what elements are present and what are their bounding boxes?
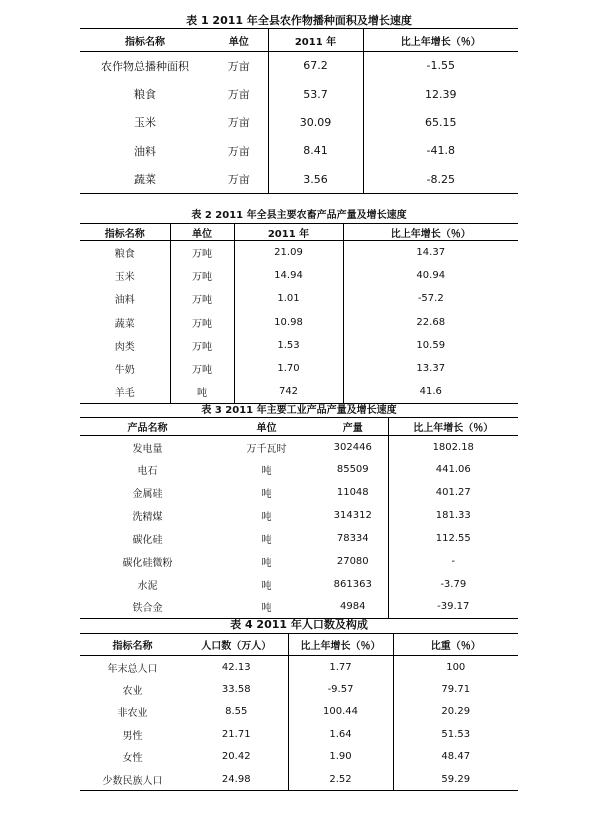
table-cell: 40.94 bbox=[416, 269, 446, 281]
table-cell: 1.64 bbox=[288, 723, 393, 746]
table-cell: -9.57 bbox=[288, 678, 393, 701]
table-cell: 吨 bbox=[261, 535, 272, 546]
table-cell: 20.42 bbox=[185, 746, 288, 769]
table-title: 表 2 2011 年全县主要农畜产品产量及增长速度 bbox=[191, 210, 407, 221]
table-header-row bbox=[80, 29, 518, 52]
table-header-row bbox=[80, 634, 518, 656]
table-row bbox=[80, 550, 518, 573]
column-header: 单位 bbox=[170, 224, 234, 241]
table-cell: 8.41 bbox=[268, 137, 363, 165]
table-cell: 1.70 bbox=[234, 357, 343, 380]
table-title: 表 4 2011 年人口数及构成 bbox=[230, 618, 368, 631]
column-header: 产量 bbox=[318, 418, 388, 436]
table-row bbox=[80, 458, 518, 481]
table-4 bbox=[80, 616, 518, 791]
column-header: 人口数（万人） bbox=[185, 634, 288, 656]
table-cell: 314312 bbox=[318, 504, 388, 527]
table-row bbox=[80, 436, 518, 459]
table-row bbox=[80, 165, 518, 193]
table-row bbox=[80, 241, 518, 264]
table-cell: 742 bbox=[234, 380, 343, 403]
table-cell: 吨 bbox=[261, 580, 272, 592]
table-cell: 13.37 bbox=[416, 363, 446, 375]
column-header: 2011 年 bbox=[268, 29, 363, 52]
table-row bbox=[80, 768, 518, 791]
table-cell: 53.7 bbox=[268, 80, 363, 108]
table-cell: 女性 bbox=[122, 753, 143, 765]
table-cell: 3.56 bbox=[268, 165, 363, 193]
table-cell: 33.58 bbox=[185, 678, 288, 701]
table-cell: 水泥 bbox=[137, 580, 158, 592]
table-cell: 油料 bbox=[80, 287, 170, 310]
table-cell: 1.90 bbox=[288, 746, 393, 769]
table-cell: -39.17 bbox=[437, 601, 470, 613]
column-header: 指标名称 bbox=[112, 641, 153, 652]
column-header: 比重（％） bbox=[430, 641, 481, 652]
table-cell: 181.33 bbox=[435, 510, 471, 522]
table-cell: 65.15 bbox=[425, 115, 457, 129]
table-cell: 2.52 bbox=[288, 768, 393, 791]
table-cell: -41.8 bbox=[426, 144, 455, 158]
table-row bbox=[80, 80, 518, 108]
table-cell: 男性 bbox=[122, 730, 143, 742]
column-header: 比上年增长（％） bbox=[288, 634, 393, 656]
table-cell: 玉米 bbox=[134, 116, 156, 130]
table-cell: 肉类 bbox=[80, 334, 170, 357]
table-cell: 铁合金 bbox=[132, 603, 163, 615]
table-cell: 59.29 bbox=[441, 773, 471, 785]
table-cell: 玉米 bbox=[80, 264, 170, 287]
table-cell: 粮食 bbox=[134, 88, 156, 102]
table-cell: 万吨 bbox=[170, 287, 234, 310]
table-row bbox=[80, 108, 518, 136]
column-header: 产品名称 bbox=[127, 423, 168, 434]
table-cell: 吨 bbox=[261, 466, 272, 478]
table-cell: 1802.18 bbox=[432, 441, 474, 453]
table-cell: 农作物总播种面积 bbox=[101, 59, 189, 73]
table-title: 表 3 2011 年主要工业产品产量及增长速度 bbox=[201, 405, 397, 416]
table-row bbox=[80, 287, 518, 310]
table-2 bbox=[80, 209, 518, 404]
table-cell: 吨 bbox=[261, 557, 272, 569]
table-row bbox=[80, 481, 518, 504]
table-cell: 吨 bbox=[261, 603, 272, 615]
table-cell: 14.37 bbox=[416, 246, 446, 258]
table-cell: 金属硅 bbox=[132, 489, 163, 501]
table-cell: 42.13 bbox=[185, 656, 288, 679]
column-header: 指标名称 bbox=[125, 36, 165, 48]
table-cell: 羊毛 bbox=[80, 380, 170, 403]
table-header-row bbox=[80, 418, 518, 436]
table-cell: 蔬菜 bbox=[134, 173, 156, 186]
table-cell: 发电量 bbox=[132, 443, 163, 455]
table-cell: 万亩 bbox=[210, 137, 268, 165]
table-row bbox=[80, 723, 518, 746]
table-row bbox=[80, 746, 518, 769]
table-cell: 万吨 bbox=[170, 241, 234, 264]
table-row bbox=[80, 380, 518, 403]
column-header: 比上年增长（％） bbox=[390, 228, 471, 240]
table-cell: 万亩 bbox=[210, 165, 268, 193]
table-cell: 302446 bbox=[318, 436, 388, 459]
table-cell: 20.29 bbox=[441, 706, 471, 718]
column-header: 单位 bbox=[256, 423, 277, 434]
table-row bbox=[80, 504, 518, 527]
column-header: 比上年增长（％） bbox=[400, 36, 481, 48]
table-cell: 洗精煤 bbox=[132, 512, 163, 524]
table-cell: 21.71 bbox=[185, 723, 288, 746]
table-cell: 11048 bbox=[318, 481, 388, 504]
column-header: 2011 年 bbox=[234, 224, 343, 241]
table-title: 表 1 2011 年全县农作物播种面积及增长速度 bbox=[186, 14, 412, 27]
table-cell: 吨 bbox=[261, 489, 272, 501]
table-cell: -1.55 bbox=[426, 59, 455, 73]
table-cell: 1.53 bbox=[234, 334, 343, 357]
table-cell: -8.25 bbox=[426, 172, 455, 186]
table-cell: 万亩 bbox=[210, 80, 268, 108]
table-cell: 非农业 bbox=[117, 708, 148, 720]
table-cell: 万千瓦时 bbox=[246, 443, 287, 455]
table-cell: 万吨 bbox=[170, 357, 234, 380]
table-cell: 10.59 bbox=[416, 339, 446, 351]
table-cell: 10.98 bbox=[234, 310, 343, 333]
table-cell: 牛奶 bbox=[80, 357, 170, 380]
table-cell: 吨 bbox=[170, 380, 234, 403]
table-row bbox=[80, 357, 518, 380]
table-cell: 1.01 bbox=[234, 287, 343, 310]
table-row bbox=[80, 701, 518, 724]
table-row bbox=[80, 678, 518, 701]
table-cell: 电石 bbox=[137, 466, 158, 478]
table-cell: 碳化硅微粉 bbox=[122, 557, 173, 569]
column-header: 指标名称 bbox=[80, 224, 170, 241]
table-row bbox=[80, 527, 518, 550]
column-header: 单位 bbox=[210, 29, 268, 52]
table-cell: 27080 bbox=[318, 550, 388, 573]
table-cell: 碳化硅 bbox=[132, 535, 163, 546]
table-cell: 吨 bbox=[261, 512, 272, 524]
table-cell: 1.77 bbox=[288, 656, 393, 679]
table-cell: 78334 bbox=[318, 527, 388, 550]
table-cell: 农业 bbox=[122, 685, 143, 697]
table-row bbox=[80, 137, 518, 165]
table-cell: 蔬菜 bbox=[80, 310, 170, 333]
table-cell: 粮食 bbox=[80, 241, 170, 264]
table-row bbox=[80, 52, 518, 80]
table-cell: 12.39 bbox=[425, 87, 457, 101]
table-row bbox=[80, 264, 518, 287]
table-cell: 30.09 bbox=[268, 108, 363, 136]
table-cell: 24.98 bbox=[185, 768, 288, 791]
table-cell: 万亩 bbox=[210, 108, 268, 136]
table-cell: 861363 bbox=[318, 573, 388, 596]
table-cell: 51.53 bbox=[441, 728, 471, 740]
table-cell: 年末总人口 bbox=[107, 663, 158, 675]
table-cell: - bbox=[451, 555, 456, 567]
table-cell: 41.6 bbox=[419, 386, 442, 398]
table-cell: 401.27 bbox=[435, 487, 471, 499]
table-row bbox=[80, 573, 518, 596]
table-cell: 22.68 bbox=[416, 316, 446, 328]
table-cell: 14.94 bbox=[234, 264, 343, 287]
table-cell: 85509 bbox=[318, 458, 388, 481]
table-cell: 万吨 bbox=[170, 310, 234, 333]
table-cell: 少数民族人口 bbox=[102, 775, 163, 787]
table-row bbox=[80, 656, 518, 679]
table-cell: 441.06 bbox=[435, 464, 471, 476]
table-3 bbox=[80, 404, 518, 619]
table-cell: 100.44 bbox=[288, 701, 393, 724]
table-cell: 67.2 bbox=[268, 52, 363, 80]
table-row bbox=[80, 310, 518, 333]
table-cell: 万亩 bbox=[210, 52, 268, 80]
table-header-row bbox=[80, 224, 518, 241]
table-cell: 48.47 bbox=[441, 751, 471, 763]
table-cell: 万吨 bbox=[170, 334, 234, 357]
table-cell: 112.55 bbox=[435, 533, 471, 544]
table-cell: 油料 bbox=[134, 144, 156, 158]
table-1 bbox=[80, 14, 518, 194]
table-cell: 79.71 bbox=[441, 683, 471, 695]
table-cell: 8.55 bbox=[185, 701, 288, 724]
table-row bbox=[80, 334, 518, 357]
column-header: 比上年增长（％） bbox=[413, 423, 494, 434]
table-cell: 万吨 bbox=[170, 264, 234, 287]
table-cell: -3.79 bbox=[440, 578, 467, 590]
table-cell: -57.2 bbox=[417, 293, 444, 305]
table-cell: 4984 bbox=[318, 596, 388, 619]
table-cell: 100 bbox=[446, 661, 466, 673]
table-cell: 21.09 bbox=[234, 241, 343, 264]
